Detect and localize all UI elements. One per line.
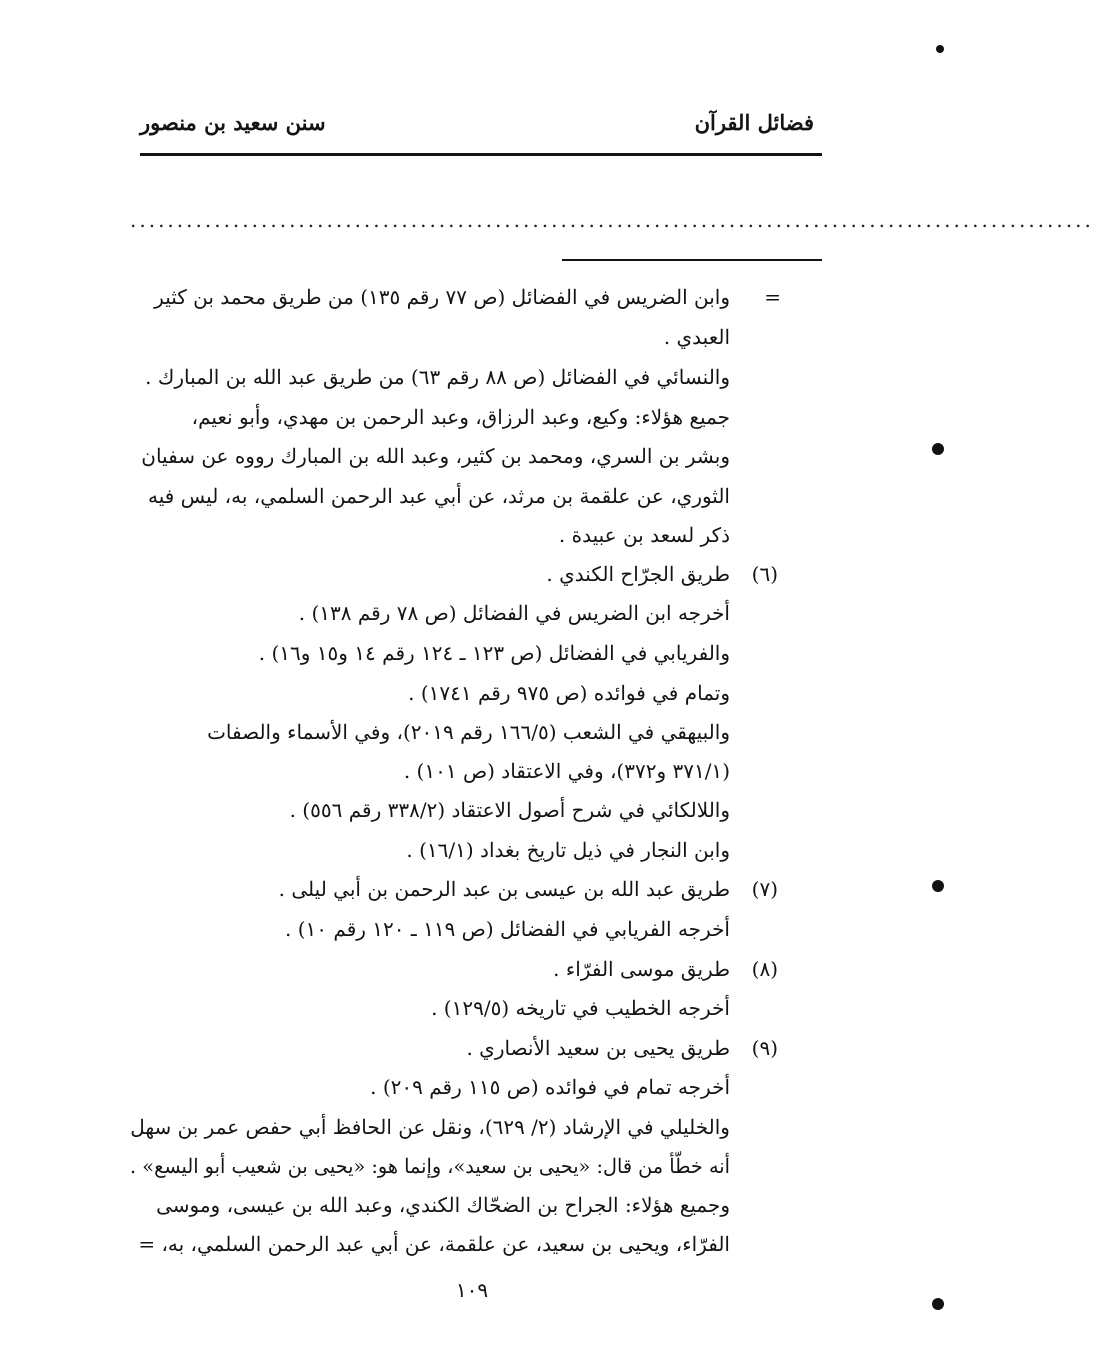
text-line: جميع هؤلاء: وكيع، وعبد الرزاق، وعبد الرحمن بن مهدي، وأبو نعيم، — [191, 405, 730, 429]
text-line: الفرّاء، ويحيى بن سعيد، عن علقمة، عن أبي عبد الرحمن السلمي، به، = — [138, 1232, 730, 1256]
text-line: أخرجه ابن الضريس في الفضائل (ص ٧٨ رقم ١٣٨) . — [298, 601, 730, 625]
item-heading: طريق الجرّاح الكندي . — [546, 562, 730, 586]
scan-speck — [936, 45, 944, 53]
scan-speck — [932, 1298, 944, 1310]
footnote-separator-rule — [562, 259, 822, 261]
header-rule — [140, 153, 822, 156]
item-heading: طريق موسى الفرّاء . — [553, 957, 730, 981]
text-line: والبيهقي في الشعب (١٦٦/٥ رقم ٢٠١٩)، وفي الأسماء والصفات — [207, 720, 730, 744]
text-line: وابن الضريس في الفضائل (ص ٧٧ رقم ١٣٥) من طريق محمد بن كثير — [154, 285, 730, 309]
item-heading: طريق عبد الله بن عيسى بن عبد الرحمن بن أبي ليلى . — [278, 877, 730, 901]
text-line: أخرجه الخطيب في تاريخه (١٢٩/٥) . — [431, 996, 730, 1020]
text-line: والخليلي في الإرشاد (٢/ ٦٢٩)، ونقل عن الحافظ أبي حفص عمر بن سهل — [130, 1115, 730, 1139]
text-line: وابن النجار في ذيل تاريخ بغداد (١٦/١) . — [406, 838, 730, 862]
running-header-book-title: سنن سعيد بن منصور — [140, 110, 326, 135]
text-line: أخرجه الفريابي في الفضائل (ص ١١٩ ـ ١٢٠ رقم ١٠) . — [285, 917, 730, 941]
item-number-7: (٧) — [751, 877, 778, 901]
text-line: والنسائي في الفضائل (ص ٨٨ رقم ٦٣) من طريق عبد الله بن المبارك . — [145, 365, 730, 389]
scan-speck — [932, 443, 944, 455]
text-line: ذكر لسعد بن عبيدة . — [558, 523, 730, 547]
continuation-marker: = — [764, 285, 781, 309]
text-line: واللالكائي في شرح أصول الاعتقاد (٣٣٨/٢ رقم ٥٥٦) . — [289, 798, 730, 822]
text-line: أنه خطّأ من قال: «يحيى بن سعيد»، وإنما هو: «يحيى بن شعيب أبو اليسع» . — [130, 1154, 730, 1178]
dotted-separator: ....................................................................................................... — [130, 208, 1094, 232]
item-number-8: (٨) — [751, 957, 778, 981]
text-line: وتمام في فوائده (ص ٩٧٥ رقم ١٧٤١) . — [408, 681, 730, 705]
text-line: وجميع هؤلاء: الجراح بن الضحّاك الكندي، وعبد الله بن عيسى، وموسى — [156, 1193, 730, 1217]
running-header-book-section: فضائل القرآن — [694, 110, 814, 135]
scan-speck — [932, 880, 944, 892]
text-line: أخرجه تمام في فوائده (ص ١١٥ رقم ٢٠٩) . — [370, 1075, 730, 1099]
text-line: العبدي . — [663, 325, 730, 349]
page-number: ١٠٩ — [455, 1278, 489, 1302]
text-line: (٣٧١/١ و٣٧٢)، وفي الاعتقاد (ص ١٠١) . — [403, 759, 730, 783]
text-line: الثوري، عن علقمة بن مرثد، عن أبي عبد الرحمن السلمي، به، ليس فيه — [148, 484, 730, 508]
item-number-6: (٦) — [751, 562, 778, 586]
text-line: والفريابي في الفضائل (ص ١٢٣ ـ ١٢٤ رقم ١٤ و١٥ و١٦) . — [258, 641, 730, 665]
item-heading: طريق يحيى بن سعيد الأنصاري . — [466, 1036, 730, 1060]
item-number-9: (٩) — [751, 1036, 778, 1060]
text-line: وبشر بن السري، ومحمد بن كثير، وعبد الله بن المبارك رووه عن سفيان — [141, 444, 730, 468]
